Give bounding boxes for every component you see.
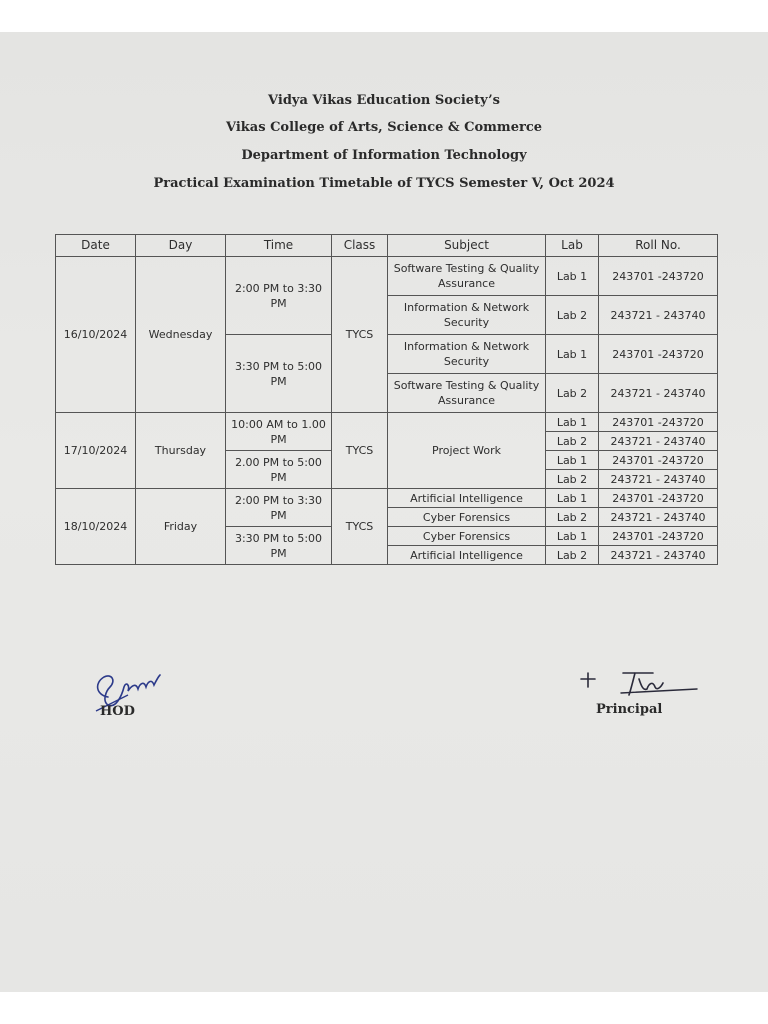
roll-cell: 243701 -243720 — [599, 489, 718, 508]
hod-label: HOD — [100, 704, 135, 719]
column-header: Time — [226, 235, 332, 257]
roll-cell: 243701 -243720 — [599, 451, 718, 470]
department-name: Department of Information Technology — [241, 148, 527, 163]
column-header: Date — [56, 235, 136, 257]
day-cell: Thursday — [136, 413, 226, 489]
lab-cell: Lab 1 — [546, 527, 599, 546]
roll-cell: 243721 - 243740 — [599, 546, 718, 565]
column-header: Roll No. — [599, 235, 718, 257]
subject-cell: Software Testing & Quality Assurance — [388, 374, 546, 413]
subject-cell: Information & Network Security — [388, 335, 546, 374]
class-cell: TYCS — [332, 257, 388, 413]
timetable-title: Practical Examination Timetable of TYCS Semester V, Oct 2024 — [153, 176, 615, 191]
class-cell: TYCS — [332, 413, 388, 489]
column-header: Class — [332, 235, 388, 257]
roll-cell: 243721 - 243740 — [599, 432, 718, 451]
subject-cell: Project Work — [388, 413, 546, 489]
roll-cell: 243701 -243720 — [599, 413, 718, 432]
lab-cell: Lab 2 — [546, 296, 599, 335]
roll-cell: 243721 - 243740 — [599, 296, 718, 335]
class-cell: TYCS — [332, 489, 388, 565]
lab-cell: Lab 1 — [546, 451, 599, 470]
time-cell: 3:30 PM to 5:00 PM — [226, 527, 332, 565]
time-cell: 3:30 PM to 5:00 PM — [226, 335, 332, 413]
subject-cell: Cyber Forensics — [388, 527, 546, 546]
roll-cell: 243721 - 243740 — [599, 374, 718, 413]
principal-signature — [575, 665, 705, 705]
day-cell: Friday — [136, 489, 226, 565]
time-cell: 2:00 PM to 3:30 PM — [226, 257, 332, 335]
lab-cell: Lab 2 — [546, 546, 599, 565]
lab-cell: Lab 2 — [546, 470, 599, 489]
time-cell: 10:00 AM to 1.00 PM — [226, 413, 332, 451]
lab-cell: Lab 2 — [546, 508, 599, 527]
subject-cell: Artificial Intelligence — [388, 546, 546, 565]
lab-cell: Lab 1 — [546, 413, 599, 432]
column-header: Lab — [546, 235, 599, 257]
roll-cell: 243721 - 243740 — [599, 470, 718, 489]
table-row — [56, 413, 718, 432]
lab-cell: Lab 1 — [546, 257, 599, 296]
time-cell: 2:00 PM to 3:30 PM — [226, 489, 332, 527]
roll-cell: 243701 -243720 — [599, 335, 718, 374]
college-name: Vikas College of Arts, Science & Commerce — [226, 120, 542, 135]
table-row — [56, 489, 718, 508]
column-header: Subject — [388, 235, 546, 257]
lab-cell: Lab 1 — [546, 335, 599, 374]
subject-cell: Cyber Forensics — [388, 508, 546, 527]
table-header-row — [56, 235, 718, 257]
lab-cell: Lab 2 — [546, 374, 599, 413]
roll-cell: 243721 - 243740 — [599, 508, 718, 527]
lab-cell: Lab 1 — [546, 489, 599, 508]
time-cell: 2.00 PM to 5:00 PM — [226, 451, 332, 489]
subject-cell: Information & Network Security — [388, 296, 546, 335]
timetable-table — [55, 234, 718, 565]
date-cell: 16/10/2024 — [56, 257, 136, 413]
column-header: Day — [136, 235, 226, 257]
date-cell: 17/10/2024 — [56, 413, 136, 489]
roll-cell: 243701 -243720 — [599, 257, 718, 296]
date-cell: 18/10/2024 — [56, 489, 136, 565]
subject-cell: Software Testing & Quality Assurance — [388, 257, 546, 296]
principal-label: Principal — [596, 702, 663, 717]
roll-cell: 243701 -243720 — [599, 527, 718, 546]
lab-cell: Lab 2 — [546, 432, 599, 451]
subject-cell: Artificial Intelligence — [388, 489, 546, 508]
day-cell: Wednesday — [136, 257, 226, 413]
table-row — [56, 257, 718, 296]
society-name: Vidya Vikas Education Society’s — [268, 93, 500, 108]
